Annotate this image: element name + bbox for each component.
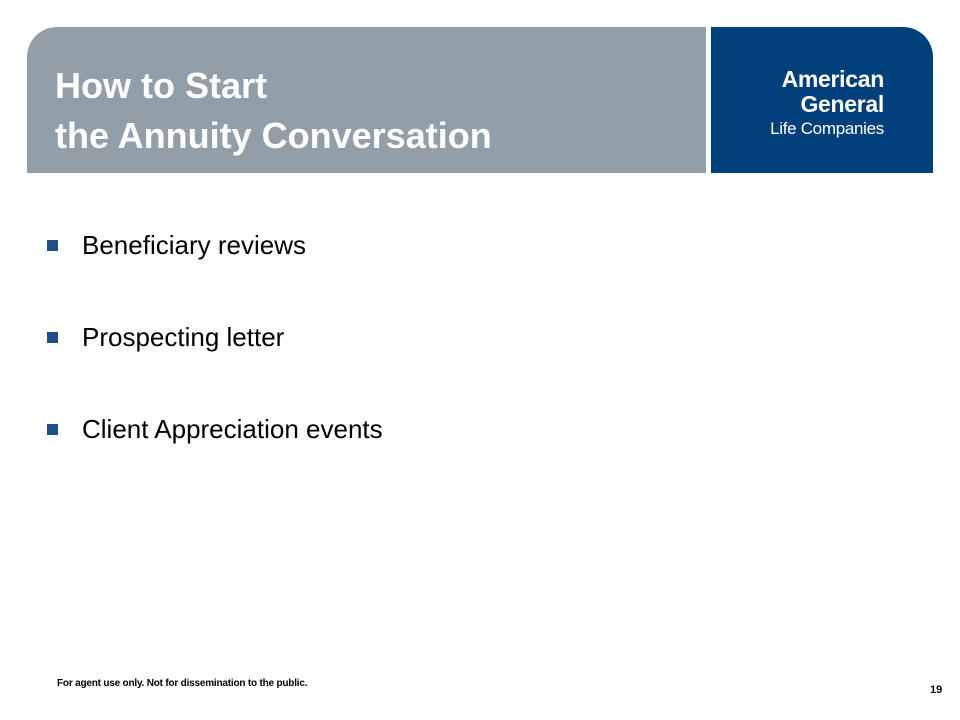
company-logo (711, 27, 933, 173)
slide-title-line2: the Annuity Conversation (55, 115, 492, 156)
logo-line-american: American (781, 66, 884, 92)
bullet-item-prospecting-letter (47, 314, 383, 360)
square-bullet-icon (47, 332, 58, 343)
footer-disclaimer: For agent use only. Not for dissemination to the public. (57, 678, 308, 689)
bullet-text: Prospecting letter (82, 321, 285, 352)
bullet-item-client-appreciation-events (47, 406, 383, 452)
bullet-text: Beneficiary reviews (82, 229, 306, 260)
logo-text (770, 67, 884, 141)
bullet-list (47, 222, 383, 498)
slide-title-line1: How to Start (55, 65, 267, 106)
slide-title (55, 61, 492, 161)
bullet-item-beneficiary-reviews (47, 222, 383, 268)
title-bar (27, 27, 706, 173)
square-bullet-icon (47, 240, 58, 251)
square-bullet-icon (47, 424, 58, 435)
logo-line-general: General (800, 91, 884, 117)
logo-line-life-companies: Life Companies (770, 119, 884, 138)
bullet-text: Client Appreciation events (82, 413, 383, 444)
page-number: 19 (930, 684, 943, 696)
